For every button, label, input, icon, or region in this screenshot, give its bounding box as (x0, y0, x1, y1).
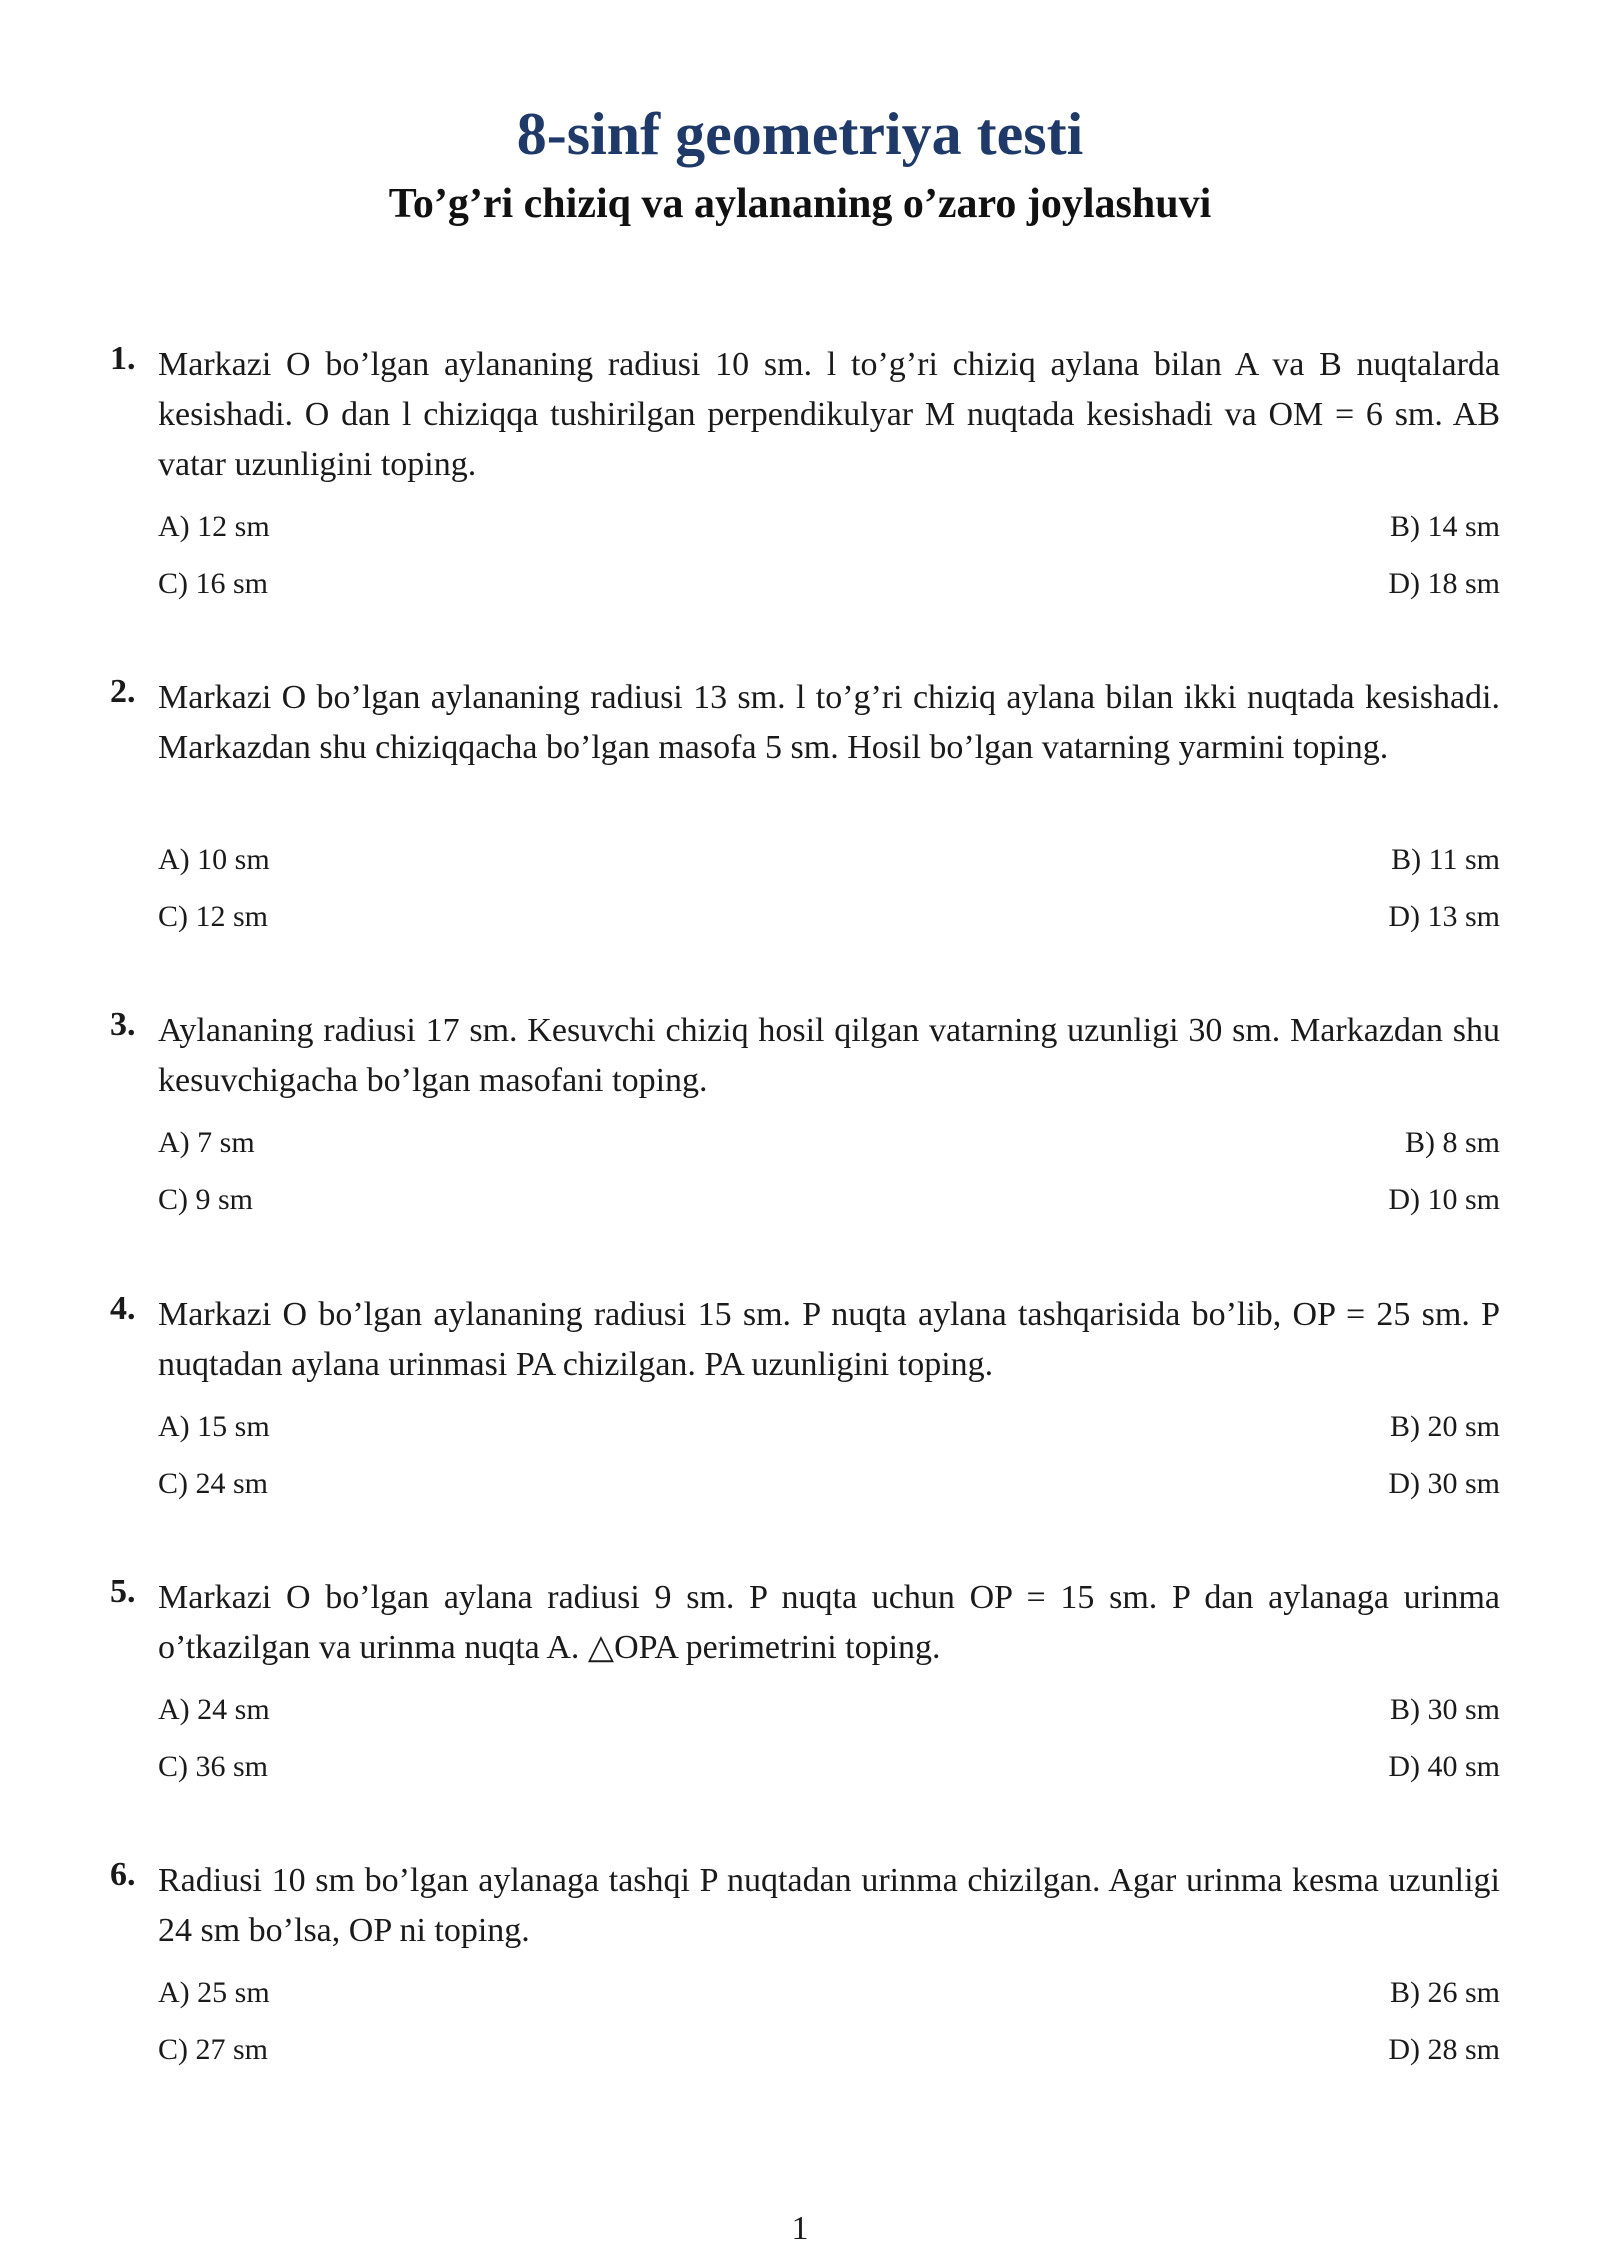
option-d[interactable]: D) 30 sm (1388, 1467, 1500, 1500)
question-number: 3. (110, 1006, 136, 1043)
option-b[interactable]: B) 20 sm (1389, 1410, 1500, 1443)
option-c[interactable]: C) 12 sm (158, 900, 269, 933)
page-subtitle: To’g’ri chiziq va aylananing o’zaro joylashuvi (388, 181, 1212, 227)
option-b[interactable]: B) 11 sm (1391, 843, 1500, 876)
question-number: 1. (110, 340, 136, 377)
option-b[interactable]: B) 8 sm (1404, 1126, 1500, 1159)
option-b[interactable]: B) 14 sm (1389, 510, 1500, 543)
question-number: 6. (110, 1856, 136, 1893)
page-number: 1 (791, 2210, 809, 2247)
option-a[interactable]: A) 10 sm (158, 843, 270, 876)
option-a[interactable]: A) 24 sm (158, 1693, 270, 1726)
option-c[interactable]: C) 24 sm (158, 1467, 269, 1500)
question-number: 5. (110, 1573, 136, 1610)
question-number: 2. (110, 673, 136, 710)
option-a[interactable]: A) 7 sm (158, 1126, 255, 1159)
question-text: Markazi O bo’lgan aylana radiusi 9 sm. P nuqta uchun OP = 15 sm. P dan aylanaga urinma o’tkazilgan va urinma nuqta A. △OPA perimetrini toping. (158, 1579, 1500, 1666)
option-a[interactable]: A) 25 sm (158, 1976, 270, 2009)
question-text: Markazi O bo’lgan aylananing radiusi 10 sm. l to’g’ri chiziq aylana bilan A va B nuqtalarda kesishadi. O dan l chiziqqa tushirilgan perpendikulyar M nuqtada kesishadi va OM = 6 sm. AB vatar uzunligini toping. (158, 346, 1500, 483)
option-d[interactable]: D) 40 sm (1388, 1750, 1500, 1783)
option-c[interactable]: C) 9 sm (158, 1183, 254, 1216)
page-title: 8-sinf geometriya testi (516, 101, 1084, 167)
option-d[interactable]: D) 13 sm (1388, 900, 1500, 933)
option-c[interactable]: C) 27 sm (158, 2033, 269, 2066)
question-text: Markazi O bo’lgan aylananing radiusi 15 sm. P nuqta aylana tashqarisida bo’lib, OP = 25 sm. P nuqtadan aylana urinmasi PA chizilgan. PA uzunligini toping. (158, 1296, 1500, 1383)
option-d[interactable]: D) 18 sm (1388, 567, 1500, 600)
option-a[interactable]: A) 12 sm (158, 510, 270, 543)
question-text: Aylananing radiusi 17 sm. Kesuvchi chiziq hosil qilgan vatarning uzunligi 30 sm. Markazdan shu kesuvchigacha bo’lgan masofani toping. (158, 1012, 1500, 1099)
question-text: Markazi O bo’lgan aylananing radiusi 13 sm. l to’g’ri chiziq aylana bilan ikki nuqtada kesishadi. Markazdan shu chiziqqacha bo’lgan masofa 5 sm. Hosil bo’lgan vatarning yarmini toping. (158, 679, 1500, 766)
question-number: 4. (110, 1290, 136, 1327)
option-d[interactable]: D) 28 sm (1388, 2033, 1500, 2066)
option-c[interactable]: C) 16 sm (158, 567, 269, 600)
option-b[interactable]: B) 26 sm (1389, 1976, 1500, 2009)
option-d[interactable]: D) 10 sm (1388, 1183, 1500, 1216)
option-c[interactable]: C) 36 sm (158, 1750, 269, 1783)
question-text: Radiusi 10 sm bo’lgan aylanaga tashqi P nuqtadan urinma chizilgan. Agar urinma kesma uzunligi 24 sm bo’lsa, OP ni toping. (158, 1862, 1500, 1949)
option-b[interactable]: B) 30 sm (1389, 1693, 1500, 1726)
option-a[interactable]: A) 15 sm (158, 1410, 270, 1443)
